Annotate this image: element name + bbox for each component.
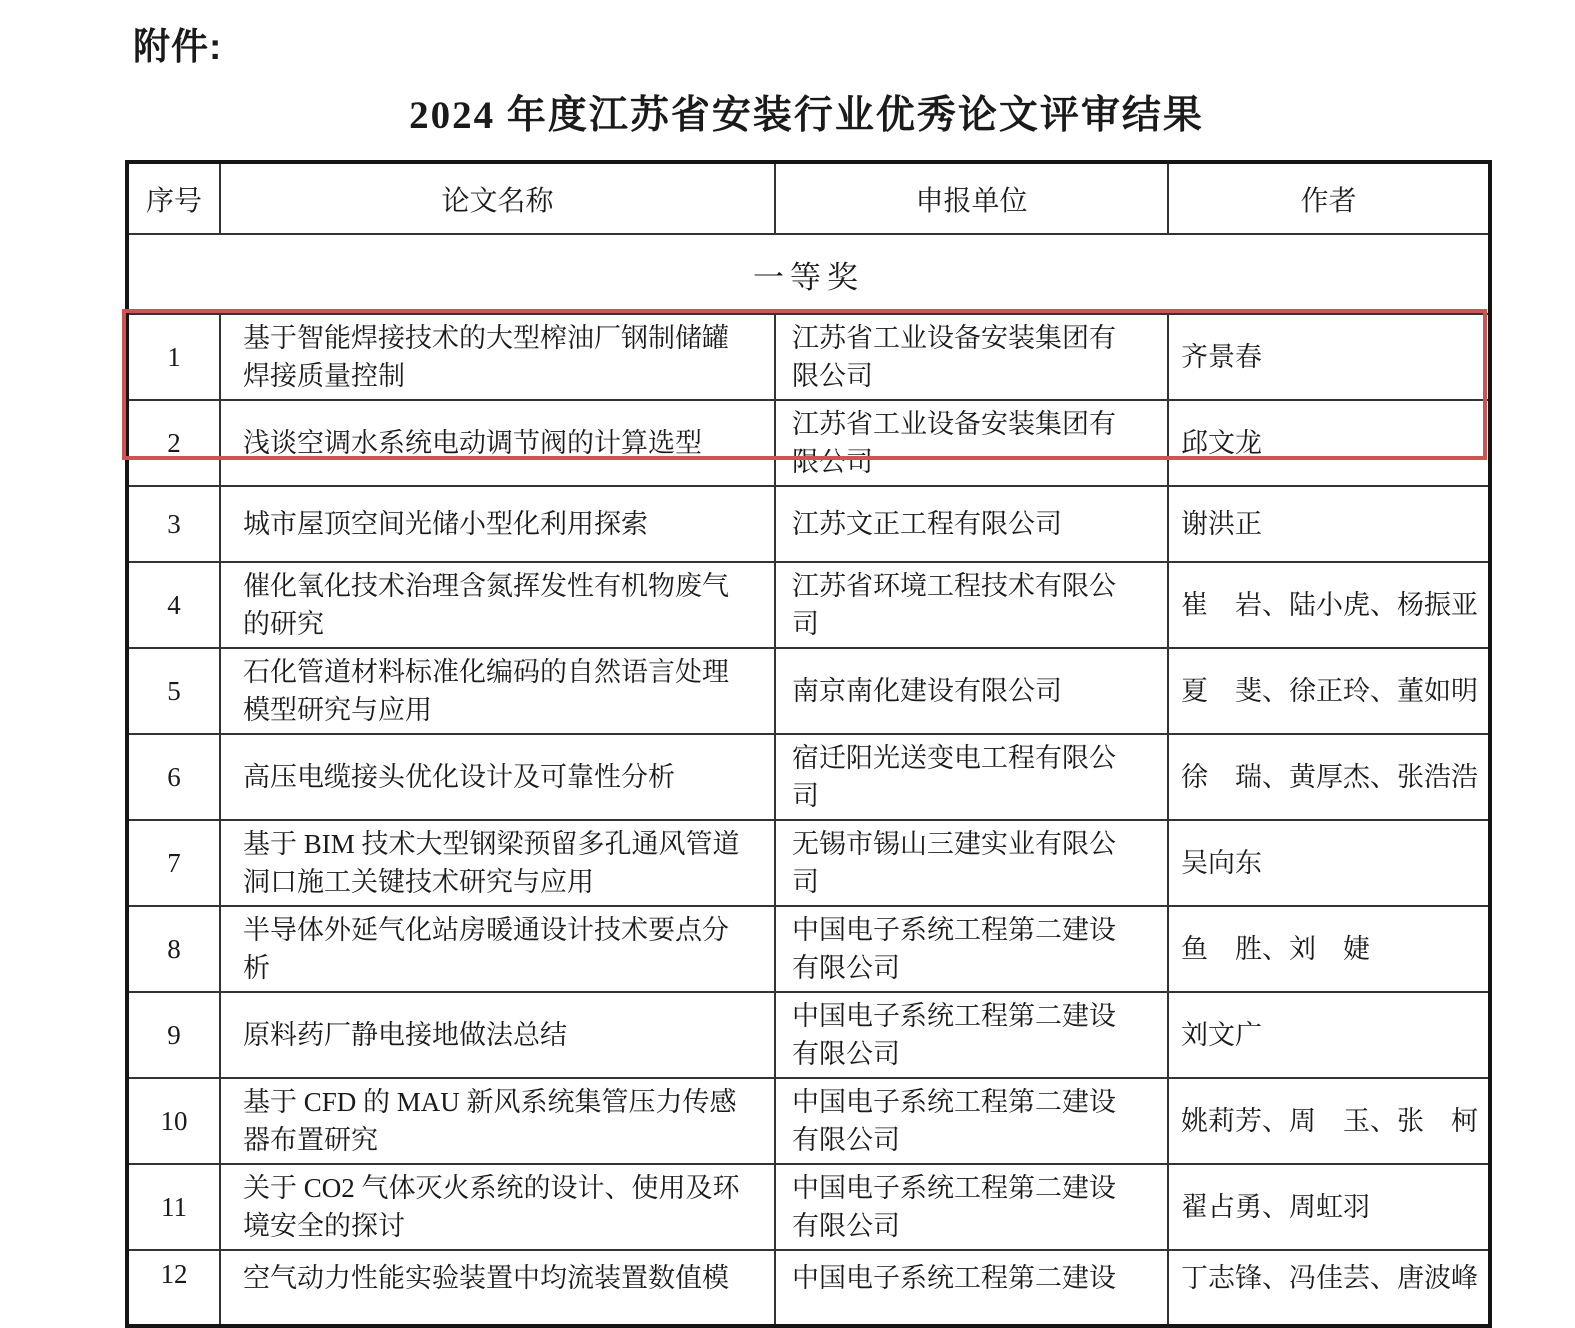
cell-organization: 中国电子系统工程第二建设有限公司: [775, 1164, 1168, 1250]
table-row: [127, 1164, 1490, 1250]
cell-serial-number: 9: [127, 992, 220, 1078]
cell-organization: 中国电子系统工程第二建设有限公司: [775, 1078, 1168, 1164]
cell-paper-title: 基于 CFD 的 MAU 新风系统集管压力传感器布置研究: [220, 1078, 775, 1164]
table-row: [127, 562, 1490, 648]
cell-paper-title: 高压电缆接头优化设计及可靠性分析: [220, 734, 775, 820]
cell-organization: 中国电子系统工程第二建设: [775, 1250, 1168, 1326]
results-table: [125, 160, 1492, 1328]
page-title: 2024 年度江苏省安装行业优秀论文评审结果: [409, 94, 1204, 137]
table-body: [127, 234, 1490, 1326]
cell-serial-number: 3: [127, 486, 220, 562]
cell-organization: 江苏省工业设备安装集团有限公司: [775, 400, 1168, 486]
table-row: [127, 906, 1490, 992]
cell-serial-number: 11: [127, 1164, 220, 1250]
cell-serial-number: 10: [127, 1078, 220, 1164]
cell-serial-number: 8: [127, 906, 220, 992]
cell-paper-title: 城市屋顶空间光储小型化利用探索: [220, 486, 775, 562]
cell-organization: 中国电子系统工程第二建设有限公司: [775, 906, 1168, 992]
column-header-authors: 作者: [1168, 162, 1490, 234]
table-row: [127, 1078, 1490, 1164]
cell-serial-number: 12: [127, 1250, 220, 1326]
cell-paper-title: 基于 BIM 技术大型钢梁预留多孔通风管道洞口施工关键技术研究与应用: [220, 820, 775, 906]
cell-authors: 齐景春: [1168, 314, 1490, 400]
cell-paper-title: 原料药厂静电接地做法总结: [220, 992, 775, 1078]
column-header-no: 序号: [127, 162, 220, 234]
cell-paper-title: 石化管道材料标准化编码的自然语言处理模型研究与应用: [220, 648, 775, 734]
cell-authors: 丁志锋、冯佳芸、唐波峰: [1168, 1250, 1490, 1326]
header-row: [127, 162, 1490, 234]
cell-authors: 鱼 胜、刘 婕: [1168, 906, 1490, 992]
cell-authors: 刘文广: [1168, 992, 1490, 1078]
cell-organization: 宿迁阳光送变电工程有限公司: [775, 734, 1168, 820]
cell-serial-number: 1: [127, 314, 220, 400]
column-header-paper: 论文名称: [220, 162, 775, 234]
cell-authors: 翟占勇、周虹羽: [1168, 1164, 1490, 1250]
table-row: [127, 400, 1490, 486]
table-row: [127, 992, 1490, 1078]
award-group-label: 一等奖: [127, 234, 1490, 314]
cell-authors: 夏 斐、徐正玲、董如明: [1168, 648, 1490, 734]
cell-authors: 谢洪正: [1168, 486, 1490, 562]
table-row: [127, 314, 1490, 400]
award-group-row: [127, 234, 1490, 314]
cell-paper-title: 关于 CO2 气体灭火系统的设计、使用及环境安全的探讨: [220, 1164, 775, 1250]
cell-authors: 徐 瑞、黄厚杰、张浩浩: [1168, 734, 1490, 820]
cell-paper-title: 浅谈空调水系统电动调节阀的计算选型: [220, 400, 775, 486]
cell-paper-title: 半导体外延气化站房暖通设计技术要点分析: [220, 906, 775, 992]
cell-serial-number: 5: [127, 648, 220, 734]
cell-serial-number: 4: [127, 562, 220, 648]
column-header-org: 申报单位: [775, 162, 1168, 234]
attachment-label: 附件:: [133, 26, 223, 67]
cell-authors: 邱文龙: [1168, 400, 1490, 486]
cell-organization: 无锡市锡山三建实业有限公司: [775, 820, 1168, 906]
cell-authors: 吴向东: [1168, 820, 1490, 906]
cell-organization: 南京南化建设有限公司: [775, 648, 1168, 734]
cell-organization: 中国电子系统工程第二建设有限公司: [775, 992, 1168, 1078]
cell-paper-title: 空气动力性能实验装置中均流装置数值模: [220, 1250, 775, 1326]
cell-serial-number: 7: [127, 820, 220, 906]
table-row: [127, 734, 1490, 820]
cell-serial-number: 2: [127, 400, 220, 486]
table-row: [127, 648, 1490, 734]
cell-paper-title: 基于智能焊接技术的大型榨油厂钢制储罐焊接质量控制: [220, 314, 775, 400]
cell-authors: 姚莉芳、周 玉、张 柯: [1168, 1078, 1490, 1164]
table-row: [127, 820, 1490, 906]
cell-paper-title: 催化氧化技术治理含氮挥发性有机物废气的研究: [220, 562, 775, 648]
cell-organization: 江苏文正工程有限公司: [775, 486, 1168, 562]
cell-organization: 江苏省工业设备安装集团有限公司: [775, 314, 1168, 400]
table-row: [127, 486, 1490, 562]
table-row: [127, 1250, 1490, 1326]
cell-serial-number: 6: [127, 734, 220, 820]
cell-organization: 江苏省环境工程技术有限公司: [775, 562, 1168, 648]
cell-authors: 崔 岩、陆小虎、杨振亚: [1168, 562, 1490, 648]
